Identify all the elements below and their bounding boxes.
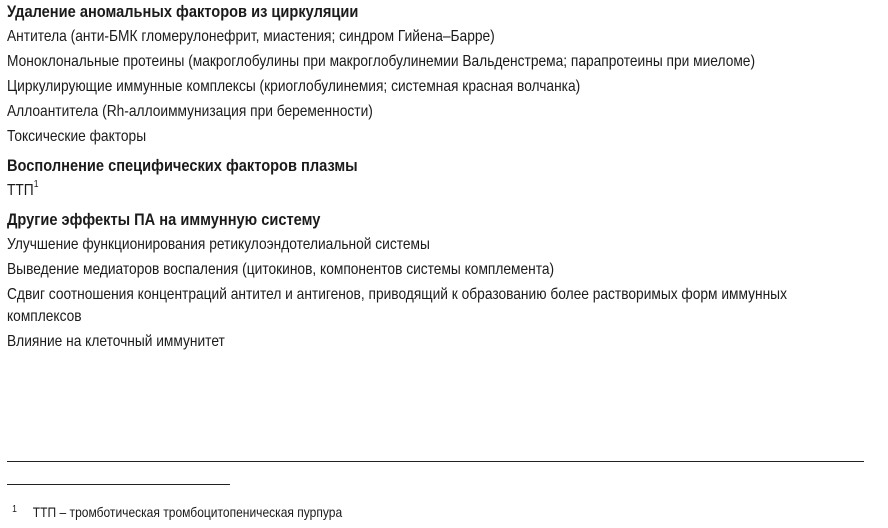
footnote-marker: 1 [33,178,39,190]
footnote-separator [7,484,230,485]
table-bottom-rule [7,461,864,462]
section-heading: Другие эффекты ПА на иммунную систему [7,210,321,229]
footnote [7,500,342,522]
list-item: Антитела (анти-БМК гломерулонефрит, миастения; синдром Гийена–Барре) [7,28,495,45]
section-removal [7,1,756,148]
table-content [7,0,787,353]
list-item: Влияние на клеточный иммунитет [7,333,225,350]
footnote-text: ТТП – тромботическая тромбоцитопеническая пурпура [32,504,343,520]
list-item: Улучшение функционирования ретикулоэндотелиальной системы [7,236,430,253]
section-heading: Восполнение специфических факторов плазмы [7,156,358,175]
list-item: Токсические факторы [7,128,147,145]
list-item: Сдвиг соотношения концентраций антител и антигенов, приводящий к образованию более растворимых форм иммунных комплексов [7,286,787,325]
footnote-number: 1 [12,504,17,515]
list-item: ТТП$^1$ [7,178,39,199]
section-replacement [7,155,747,202]
list-item: Циркулирующие иммунные комплексы (криоглобулинемия; системная красная волчанка) [7,78,581,95]
list-item: Выведение медиаторов воспаления (цитокинов, компонентов системы комплемента) [7,261,555,278]
section-heading: Удаление аномальных факторов из циркуляции [7,2,359,21]
section-other-effects [7,209,787,353]
list-item: Аллоантитела (Rh-аллоиммунизация при беременности) [7,103,373,120]
list-item: Моноклональные протеины (макроглобулины при макроглобулинемии Вальденстрема; парапротеины при миеломе) [7,53,756,70]
